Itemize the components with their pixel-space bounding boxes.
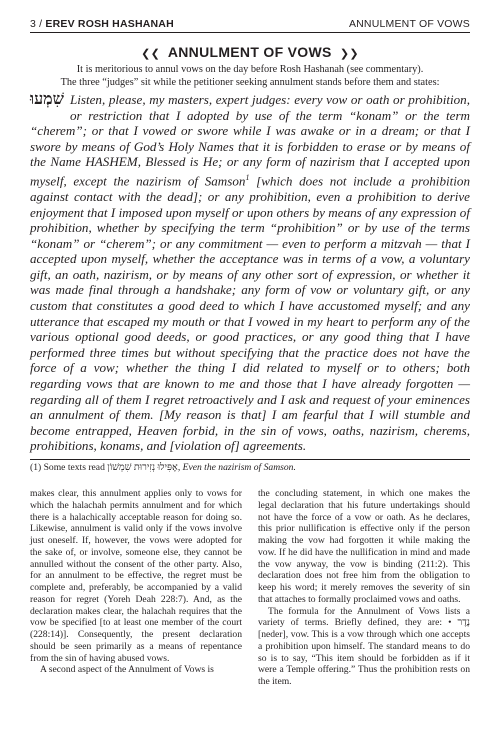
title-ornament-left: ❮❮ [141, 48, 161, 60]
commentary-paragraph: makes clear, this annulment applies only to vows for which the halachah permits annulment and for which there is a halachically acceptable reason for doing so. Likewise, annulment is valid only if the vows involve just oneself. If, however, the vows were adopted for the sake of, or involve, someone else, they cannot be annulled without the consent of the other party. Also, for an annulment to be effective, the regret must be complete and, preferably, be accompanied by a valid reason for regret (Yoreh Deah 228:7). And, as the declaration makes clear, the halachah requires that the vow be specified [to at least one member of the court (228:14)]. Consequently, the present declaration should be seen primarily as a means of repentance from the sin of having abused vows. [30, 488, 242, 664]
prayer-part-3: [which does not include a prohibition against contact with the dead]; or any prohibition, even a prohibition to derive enjoyment that I imposed upon myself or upon others by means of any expression of prohibition, whether by specifying the term “prohibition” or by use of the terms “konam” or “cherem”; or any commitment — even to perform a mitzvah — that I accepted upon myself, whether the acceptance was in terms of a vow, a voluntary gift, an oath, nazirism, or by means of any other sort of expression, or whether it was made final through a handshake; any form of vow or voluntary gift, or any custom that constitutes a good deed to which I have accustomed myself; and any utterance that escaped my mouth or that I vowed in my heart to perform any of the various optional good deeds, or good practices, or any good thing that I have performed three times but without specifying that the practice does not have the force of a vow; whether the thing I did related to myself or to others; both regarding vows that are known to me and those that I have already forgotten — regarding all of them I regret retroactively and I ask and request of your eminences an annulment of them. [My reason is that] I am fearful that I will stumble and become entrapped, Heaven forbid, in the sin of vows, oaths, nazirism, cherems, prohibitions, konams, and [violation of] agreements. [30, 173, 470, 454]
footnote-translation: , Even the nazirism of Samson. [177, 462, 296, 474]
page [30, 18, 470, 688]
footnote [30, 462, 470, 474]
page-title [30, 44, 470, 60]
hebrew-opening-word: שִׁמְעוּ [30, 91, 64, 108]
commentary-column-right [258, 488, 470, 688]
commentary-paragraph: the concluding statement, in which one makes the legal declaration that his future undertakings should not have the force of a vow or oath. As he declares, this prior nullification is effective only if the person making the vow had forgotten it while making the vow. If he did have the nullification in mind and made the vow anyway, the vow is binding (211:2). This declaration does not free him from the obligation to keep his word; it merely removes the severity of sin that attaches to formally proclaimed vows and oaths. [258, 488, 470, 605]
running-head-left [30, 18, 174, 30]
page-number-separator: / [39, 18, 43, 30]
running-head [30, 18, 470, 33]
prayer-part-1: Listen, please, my masters, expert judges: every vow or oath or prohibition, or restriction that I adopted by use of the term “konam” or the term “cherem”; or that I vowed or swore while I was awake or in a dream; or that I swore by means of God’s Holy Names that it is forbidden to erase or by means of the Name [30, 92, 470, 170]
intro-line-2: The three “judges” sit while the petitioner seeking annulment stands before them and states: [60, 76, 440, 88]
footnote-marker: 1 [245, 172, 250, 182]
section-title-left: EREV ROSH HASHANAH [45, 18, 174, 30]
commentary-paragraph: A second aspect of the Annulment of Vows is [40, 664, 214, 676]
commentary [30, 488, 470, 688]
footnote-divider [30, 459, 470, 460]
prayer-text [30, 92, 470, 454]
hashem-name: HASHEM [85, 154, 138, 170]
prayer-part-2: , Blessed is He; or any form of nazirism that I accepted upon myself, except the nazirism of Samson [30, 154, 471, 189]
footnote-prefix: (1) Some texts read [30, 462, 108, 474]
intro-line-1: It is meritorious to annul vows on the day before Rosh Hashanah (see commentary). [76, 64, 424, 75]
title-ornament-right: ❯❯ [339, 48, 359, 60]
footnote-hebrew: אֶפִּילוּ נְזִירוּת שִׁמְשׁוֹן [107, 462, 178, 474]
intro-instructions [30, 64, 470, 89]
commentary-column-left [30, 488, 242, 688]
section-title-right: ANNULMENT OF VOWS [348, 18, 470, 30]
commentary-paragraph: The formula for the Annulment of Vows lists a variety of terms. Briefly defined, they are: • נֶדֶר [neder], vow. This is a vow through which one accepts a prohibition upon himself. The standard means to do so is to say, “This item should be forbidden as if it were a Temple offering.” Thus the prohibition rests on the item. [258, 605, 470, 688]
page-number: 3 [30, 18, 37, 30]
title-text: ANNULMENT OF VOWS [167, 44, 332, 60]
